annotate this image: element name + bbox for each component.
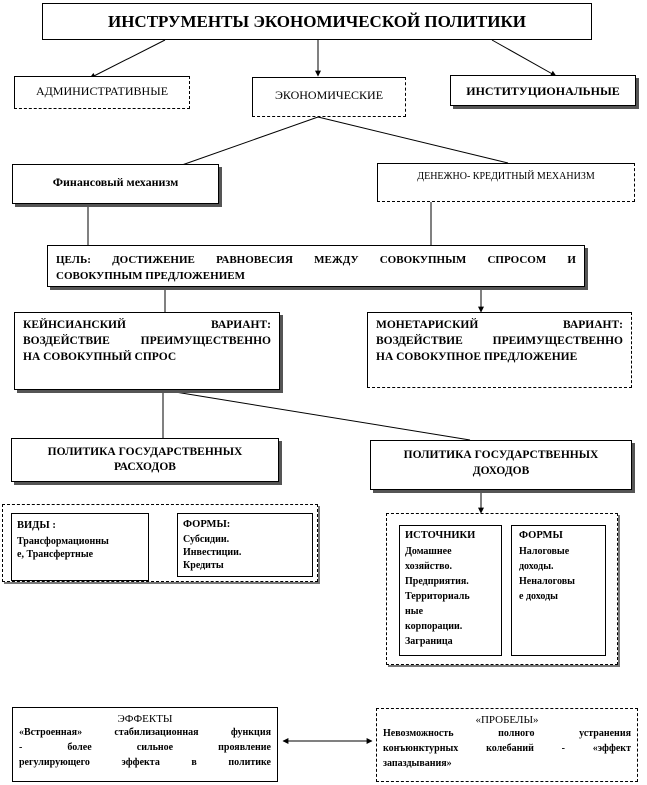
monetary-mechanism-label: ДЕНЕЖНО- КРЕДИТНЫЙ МЕХАНИЗМ [417,171,595,182]
econ-box [252,77,406,117]
income-sources-body: Домашнее хозяйство. Предприятия. Территориаль ные корпорации. Заграница [405,546,470,647]
effects-line-3: регулирующего эффекта в политике [19,757,271,768]
financial-mechanism-box [12,164,219,204]
admin-box [14,76,190,109]
monetarist-line-1: МОНЕТАРИСКИЙ ВАРИАНТ: [376,319,623,331]
spending-kinds-box [11,513,149,581]
gaps-line-3: запаздывания» [383,758,452,769]
gaps-line-1: Невозможность полного устранения [383,728,631,739]
goal-line-1: ЦЕЛЬ: ДОСТИЖЕНИЕ РАВНОВЕСИЯ МЕЖДУ СОВОКУПНЫМ СПРОСОМ И [56,254,576,266]
line-keynes-income [163,390,470,440]
arrow-title-admin [90,40,165,78]
keynes-variant-box [14,312,280,390]
line-econ-monetary [318,117,508,163]
goal-box [47,245,585,287]
inst-box [450,75,636,106]
spending-policy-line-1: ПОЛИТИКА ГОСУДАРСТВЕННЫХ [47,446,243,458]
gaps-box [376,708,638,782]
goal-line-2: СОВОКУПНЫМ ПРЕДЛОЖЕНИЕМ [56,270,245,282]
effects-line-2: - более сильное проявление [19,742,271,753]
inst-label: ИНСТИТУЦИОНАЛЬНЫЕ [466,84,620,98]
line-econ-financial [182,117,318,165]
spending-forms-body: Субсидии. Инвестиции. Кредиты [183,534,242,571]
income-forms-heading: ФОРМЫ [519,530,563,541]
spending-kinds-heading: ВИДЫ : [17,520,56,531]
gaps-heading: «ПРОБЕЛЫ» [475,714,539,726]
admin-label: АДМИНИСТРАТИВНЫЕ [35,84,169,98]
spending-forms-box [177,513,313,577]
diagram-title: ИНСТРУМЕНТЫ ЭКОНОМИЧЕСКОЙ ПОЛИТИКИ [107,12,527,31]
effects-heading: ЭФФЕКТЫ [117,713,173,725]
spending-details-container [2,504,318,582]
keynes-line-1: КЕЙНСИАНСКИЙ ВАРИАНТ: [23,319,271,331]
income-forms-body: Налоговые доходы. Неналоговы е доходы [519,546,575,602]
monetarist-line-3: НА СОВОКУПНОЕ ПРЕДЛОЖЕНИЕ [376,351,578,363]
income-sources-box [399,525,502,656]
monetary-mechanism-box [377,163,635,202]
income-policy-box [370,440,632,490]
keynes-line-2: ВОЗДЕЙСТВИЕ ПРЕИМУЩЕСТВЕННО [23,335,271,347]
income-policy-line-1: ПОЛИТИКА ГОСУДАРСТВЕННЫХ [403,449,599,461]
effects-box [12,707,278,782]
econ-label: ЭКОНОМИЧЕСКИЕ [274,88,384,102]
spending-forms-heading: ФОРМЫ: [183,519,231,530]
arrow-title-inst [492,40,556,76]
financial-mechanism-label: Финансовый механизм [52,175,179,189]
keynes-line-3: НА СОВОКУПНЫЙ СПРОС [23,351,177,363]
income-forms-box [511,525,606,656]
gaps-line-2: конъюнктурных колебаний - «эффект [383,743,631,754]
income-sources-heading: ИСТОЧНИКИ [405,530,476,541]
spending-kinds-body: Трансформационны е, Трансфертные [17,536,109,560]
title-box [42,3,592,40]
monetarist-variant-box [367,312,632,388]
income-details-container [386,513,618,665]
monetarist-line-2: ВОЗДЕЙСТВИЕ ПРЕИМУЩЕСТВЕННО [376,335,623,347]
spending-policy-box [11,438,279,482]
effects-line-1: «Встроенная» стабилизационная функция [19,727,271,738]
spending-policy-line-2: РАСХОДОВ [114,461,176,473]
income-policy-line-2: ДОХОДОВ [472,465,530,477]
